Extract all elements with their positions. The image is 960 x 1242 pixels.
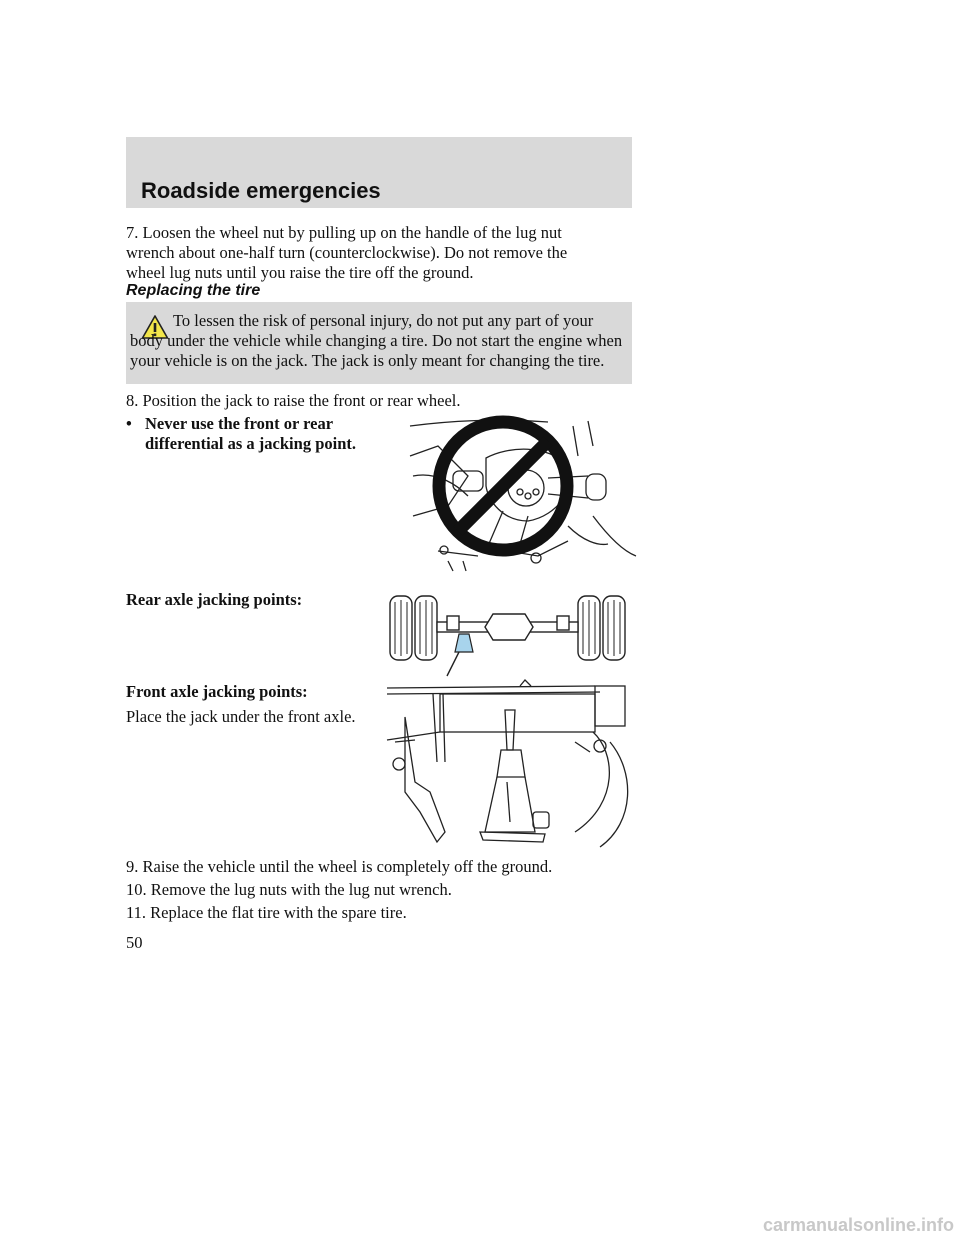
- differential-jacking-prohibited-illustration: [408, 416, 638, 576]
- section-title: Roadside emergencies: [141, 178, 381, 203]
- rear-axle-illustration: [385, 590, 635, 680]
- step-10: 10. Remove the lug nuts with the lug nut wrench.: [126, 880, 452, 899]
- page-number: 50: [126, 933, 143, 952]
- bullet-line-2: differential as a jacking point.: [145, 434, 356, 453]
- step-7-line-2: wrench about one-half turn (counterclockwise). Do not remove the: [126, 243, 568, 262]
- front-axle-label: Front axle jacking points:: [126, 682, 308, 701]
- front-axle-instruction: Place the jack under the front axle.: [126, 707, 356, 726]
- warning-text: To lessen the risk of personal injury, do not put any part of your body under the vehicle while changing a tire. Do not start the engine when your vehicle is on the jack. The jack is only meant for changing the tire.: [130, 311, 623, 370]
- step-9: 9. Raise the vehicle until the wheel is completely off the ground.: [126, 857, 553, 876]
- site-watermark: carmanualsonline.info: [762, 1215, 954, 1235]
- step-11: 11. Replace the flat tire with the spare tire.: [126, 903, 407, 922]
- step-8: 8. Position the jack to raise the front or rear wheel.: [126, 391, 461, 410]
- front-axle-jack-illustration: [385, 682, 635, 852]
- step-7-line-1: 7. Loosen the wheel nut by pulling up on the handle of the lug nut: [126, 223, 562, 242]
- replacing-tire-heading: Replacing the tire: [126, 282, 261, 299]
- step-7-line-3: wheel lug nuts until you raise the tire off the ground.: [126, 263, 474, 282]
- bullet-symbol: •: [126, 414, 132, 433]
- rear-axle-label: Rear axle jacking points:: [126, 590, 303, 609]
- bullet-line-1: Never use the front or rear: [145, 414, 334, 433]
